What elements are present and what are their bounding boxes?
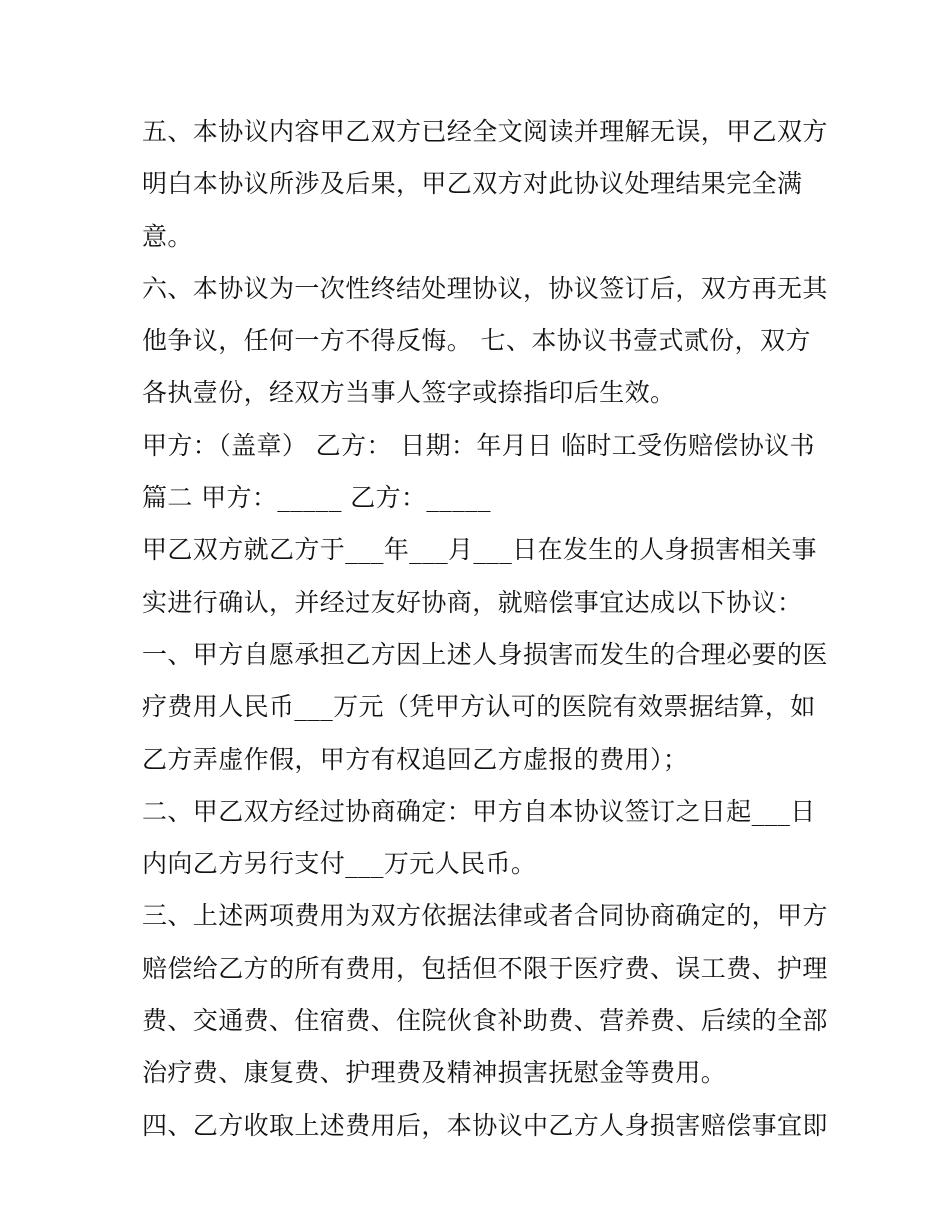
text-line: 他争议，任何一方不得反悔。 七、本协议书壹式贰份，双方 bbox=[142, 326, 811, 356]
text-line: 内向乙方另行支付___万元人民币。 bbox=[142, 849, 537, 879]
text-line: 实进行确认，并经过友好协商，就赔偿事宜达成以下协议： bbox=[142, 587, 803, 617]
text-line: 二、甲乙双方经过协商确定：甲方自本协议签订之日起___日 bbox=[142, 796, 816, 826]
document-body bbox=[142, 106, 828, 1152]
text-line: 篇二 甲方：_____ 乙方：_____ bbox=[142, 483, 491, 513]
text-line: 费、交通费、住宿费、住院伙食补助费、营养费、后续的全部 bbox=[142, 1006, 828, 1036]
text-line: 甲乙双方就乙方于___年___月___日在发生的人身损害相关事 bbox=[142, 535, 817, 565]
text-line: 赔偿给乙方的所有费用，包括但不限于医疗费、误工费、护理 bbox=[142, 953, 828, 983]
text-line: 乙方弄虚作假，甲方有权追回乙方虚报的费用）； bbox=[142, 744, 689, 774]
text-line: 一、甲方自愿承担乙方因上述人身损害而发生的合理必要的医 bbox=[142, 639, 828, 669]
text-line: 各执壹份，经双方当事人签字或捺指印后生效。 bbox=[142, 378, 676, 408]
text-line: 三、上述两项费用为双方依据法律或者合同协商确定的，甲方 bbox=[142, 901, 828, 931]
text-line: 治疗费、康复费、护理费及精神损害抚慰金等费用。 bbox=[142, 1058, 727, 1088]
text-line: 四、乙方收取上述费用后，本协议中乙方人身损害赔偿事宜即 bbox=[142, 1110, 828, 1140]
text-line: 五、本协议内容甲乙双方已经全文阅读并理解无误，甲乙双方 bbox=[142, 117, 828, 146]
text-line: 明白本协议所涉及后果，甲乙双方对此协议处理结果完全满 bbox=[142, 169, 803, 199]
text-line: 意。 bbox=[142, 221, 193, 251]
text-line: 甲方：（盖章） 乙方： 日期：年月日 临时工受伤赔偿协议书 bbox=[142, 430, 815, 460]
text-line: 六、本协议为一次性终结处理协议，协议签订后，双方再无其 bbox=[142, 273, 828, 303]
text-line: 疗费用人民币___万元（凭甲方认可的医院有效票据结算，如 bbox=[142, 692, 816, 722]
